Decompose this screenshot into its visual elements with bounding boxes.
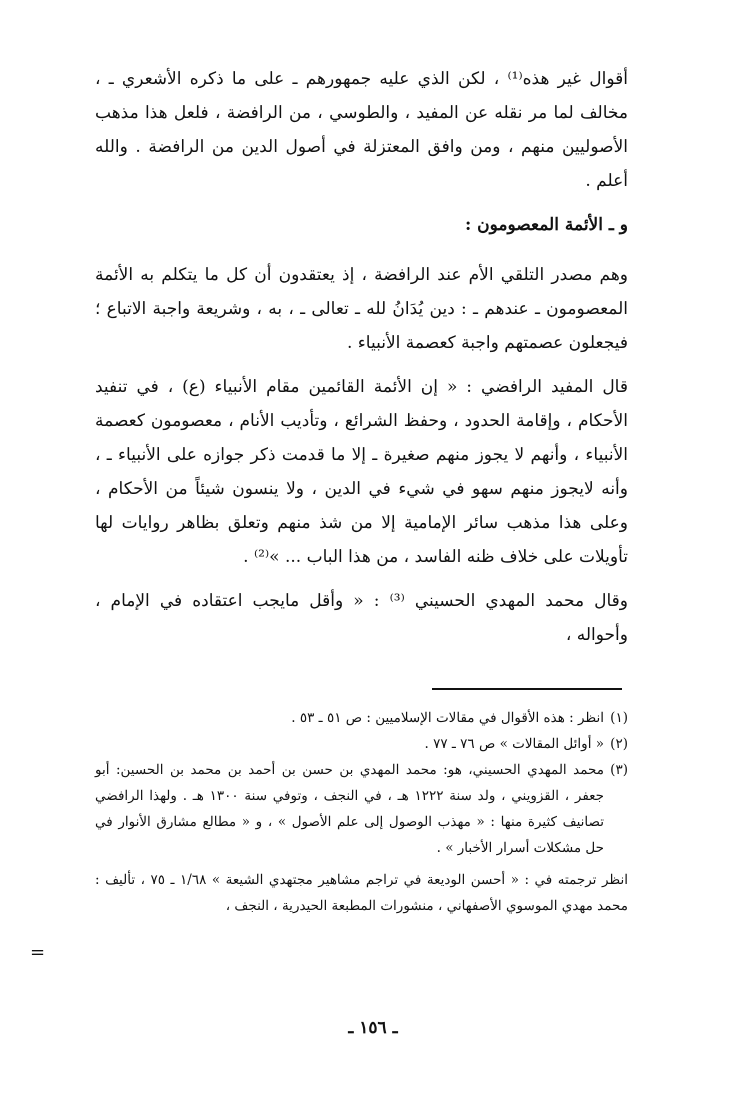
footnote-2 xyxy=(95,731,628,757)
footnote-text: « أوائل المقالات » ص ٧٦ ـ ٧٧ . xyxy=(424,736,604,752)
footnote-number: (٢) xyxy=(610,736,628,752)
footnote-text: انظر : هذه الأقوال في مقالات الإسلاميين : ص ٥١ ـ ٥٣ . xyxy=(291,710,604,726)
paragraph-4: وقال محمد المهدي الحسيني ⁽³⁾ : « وأقل مايجب اعتقاده في الإمام ، وأحواله ، xyxy=(95,591,628,645)
footnote-3-continuation: انظر ترجمته في : « أحسن الوديعة في تراجم مشاهير مجتهدي الشيعة » ١/٦٨ ـ ٧٥ ، تأليف : محمد مهدي الموسوي الأصفهاني ، منشورات المطبعة الحيدرية ، النجف ، xyxy=(95,872,628,914)
footnote-3 xyxy=(95,757,628,861)
main-text xyxy=(95,62,628,662)
paragraph-3: قال المفيد الرافضي : « إن الأئمة القائمين مقام الأنبياء (ع) ، في تنفيد الأحكام ، وإقامة الحدود ، وحفظ الشرائع ، وتأديب الأنام ، معصومون كعصمة الأنبياء ، وأنهم لا يجوز منهم صغيرة ـ إلا ما قدمت ذكر جوازه على الأنبياء ـ ، وأنه لايجوز منهم سهو في شيء في الدين ، ولا ينسون شيئاً من الأحكام ، وعلى هذا مذهب سائر الإمامية إلا من شذ منهم وتعلق بظاهر روايات لها تأويلات على خلاف ظنه الفاسد ، من هذا الباب ... »⁽²⁾ . xyxy=(95,377,628,567)
footnote-separator xyxy=(432,688,622,690)
continuation-mark: = xyxy=(30,942,46,963)
footnote-number: (٣) xyxy=(610,762,628,778)
paragraph-1: أقوال غير هذه⁽¹⁾ ، لكن الذي عليه جمهورهم ـ على ما ذكره الأشعري ـ ، مخالف لما مر نقله عن المفيد ، والطوسي ، من الرافضة ، فلعل هذا مذهب الأصوليين منهم ، ومن وافق المعتزلة في أصول الدين من الرافضة . والله أعلم . xyxy=(95,69,628,191)
page-number: ـ ١٥٦ ـ xyxy=(348,1018,398,1038)
section-heading: و ـ الأئمة المعصومون : xyxy=(464,215,628,235)
footnote-number: (١) xyxy=(610,710,628,726)
paragraph-2: وهم مصدر التلقي الأم عند الرافضة ، إذ يعتقدون أن كل ما يتكلم به الأئمة المعصومون ـ عندهم ـ : دين يُدَانُ لله ـ تعالى ـ ، به ، وشريعة واجبة الاتباع ؛ فيجعلون عصمتهم واجبة كعصمة الأنبياء . xyxy=(95,265,628,353)
footnote-text: محمد المهدي الحسيني، هو: محمد المهدي بن حسن بن أحمد بن محمد بن الحسين: أبو جعفر ، القزويني ، ولد سنة ١٢٢٢ هـ ، في النجف ، وتوفي سنة ١٣٠٠ هـ . ولهذا الرافضي تصانيف كثيرة منها : « مهذب الوصول إلى علم الأصول » ، و « مطالع مشارق الأنوار في حل مشكلات أسرار الأخبار » . xyxy=(95,762,605,856)
footnote-1 xyxy=(95,705,628,731)
footnotes xyxy=(95,705,628,919)
